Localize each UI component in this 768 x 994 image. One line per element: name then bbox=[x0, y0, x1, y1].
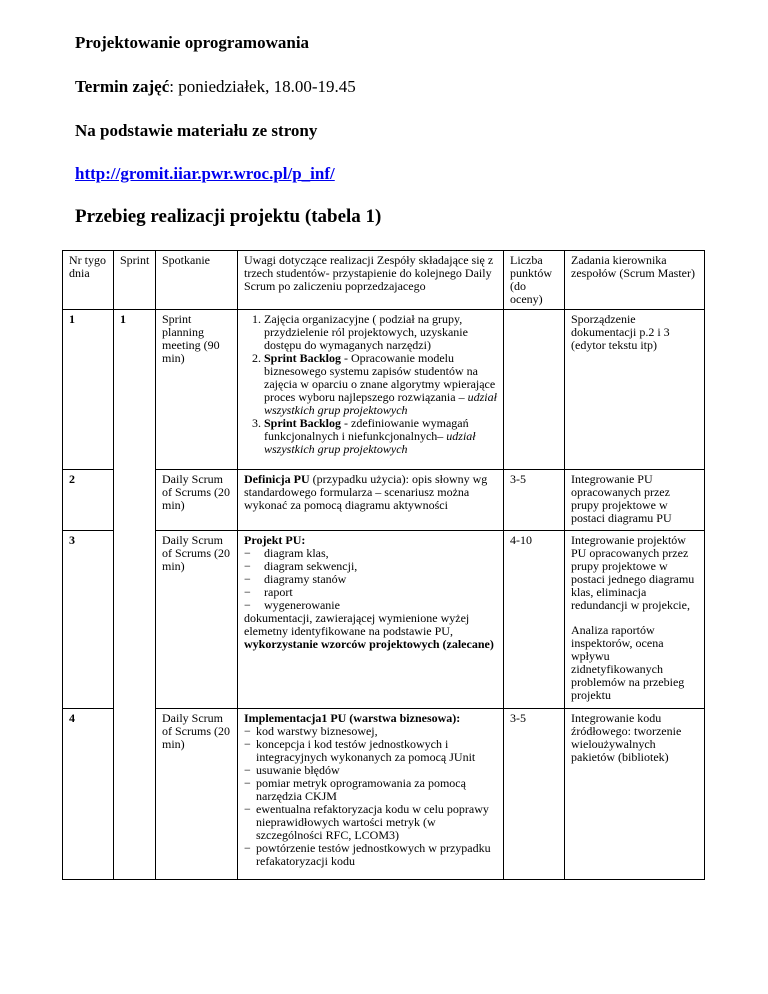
list-item: − raport bbox=[244, 586, 498, 599]
list-item: − diagram klas, bbox=[244, 547, 498, 560]
table-header-row bbox=[63, 251, 705, 310]
remarks-list bbox=[244, 725, 498, 868]
list-item: − diagram sekwencji, bbox=[244, 560, 498, 573]
meeting-cell: Sprint planning meeting (90 min) bbox=[156, 310, 238, 470]
list-item: − kod warstwy biznesowej, bbox=[244, 725, 498, 738]
list-item: 2. Sprint Backlog - Opracowanie modelu biznesowego systemu zapisów studentów na zajęcia w oparciu o znane algorytmy wpierające proces wyboru najlepszego rozwiązania – udział wszystkich grup projektowych bbox=[264, 352, 498, 417]
points-cell: 3-5 bbox=[504, 709, 565, 880]
meeting-cell: Daily Scrum of Scrums (20 min) bbox=[156, 531, 238, 709]
day-cell: 2 bbox=[63, 470, 114, 531]
header-points: Liczba punktów (do oceny) bbox=[504, 251, 565, 310]
header-sprint: Sprint bbox=[114, 251, 156, 310]
header-day: Nr tygo dnia bbox=[63, 251, 114, 310]
tasks-cell: Integrowanie PU opracowanych przez prupy projektowe w postaci diagramu PU bbox=[565, 470, 705, 531]
class-time bbox=[75, 77, 356, 97]
source-note: Na podstawie materiału ze strony bbox=[75, 121, 318, 140]
points-cell: 3-5 bbox=[504, 470, 565, 531]
day-cell: 4 bbox=[63, 709, 114, 880]
list-item: − powtórzenie testów jednostkowych w przypadku refakatoryzacji kodu bbox=[244, 842, 498, 868]
table-row bbox=[63, 470, 705, 531]
remarks-cell bbox=[238, 709, 504, 880]
document-title: Projektowanie oprogramowania bbox=[75, 33, 310, 52]
table-row bbox=[63, 531, 705, 709]
list-item: − koncepcja i kod testów jednostkowych i integracyjnych wykonanych za pomocą JUnit bbox=[244, 738, 498, 764]
remarks-cell bbox=[238, 310, 504, 470]
tasks-cell bbox=[565, 531, 705, 709]
points-cell: 4-10 bbox=[504, 531, 565, 709]
class-time-value: : poniedziałek, 18.00-19.45 bbox=[169, 77, 356, 96]
header-tasks: Zadania kierownika zespołów (Scrum Master) bbox=[565, 251, 705, 310]
tasks-text: Integrowanie projektów PU opracowanych przez prupy projektowe w postaci jednego diagramu klas, eliminacja redundancji w projekcie, bbox=[571, 533, 695, 612]
source-link[interactable]: http://gromit.iiar.pwr.wroc.pl/p_inf/ bbox=[75, 164, 335, 183]
tasks-cell: Integrowanie kodu źródłowego: tworzenie wieloużywalnych pakietów (bibliotek) bbox=[565, 709, 705, 880]
remarks-heading: Projekt PU: bbox=[244, 533, 306, 547]
tasks-cell: Sporządzenie dokumentacji p.2 i 3 (edytor tekstu itp) bbox=[565, 310, 705, 470]
sprint-cell: 1 bbox=[114, 310, 156, 880]
remarks-list bbox=[244, 313, 498, 456]
table-row bbox=[63, 709, 705, 880]
list-item: − wygenerowanie bbox=[244, 599, 498, 612]
section-title: Przebieg realizacji projektu (tabela 1) bbox=[75, 206, 382, 227]
remarks-cell: Definicja PU (przypadku użycia): opis słowny wg standardowego formularza – scenariusz można wykonać za pomocą diagramu aktywności bbox=[238, 470, 504, 531]
remarks-heading: Implementacja1 PU (warstwa biznesowa): bbox=[244, 711, 461, 725]
tasks-text: Analiza raportów inspektorów, ocena wpływu zidnetyfikowanych problemów na przebieg projektu bbox=[571, 623, 685, 702]
list-item: − ewentualna refaktoryzacja kodu w celu poprawy nieprawidłowych wartości metryk (w szczególności RFC, LCOM3) bbox=[244, 803, 498, 842]
table-row bbox=[63, 310, 705, 470]
project-schedule-table bbox=[62, 250, 705, 880]
meeting-cell: Daily Scrum of Scrums (20 min) bbox=[156, 470, 238, 531]
list-item: − usuwanie błędów bbox=[244, 764, 498, 777]
list-item: 1. Zajęcia organizacyjne ( podział na grupy, przydzielenie ról projektowych, uzyskanie dostępu do wymaganych narzędzi) bbox=[264, 313, 498, 352]
header-meeting: Spotkanie bbox=[156, 251, 238, 310]
list-item: − pomiar metryk oprogramowania za pomocą narzędzia CKJM bbox=[244, 777, 498, 803]
remarks-list bbox=[244, 547, 498, 612]
header-remarks: Uwagi dotyczące realizacji Zespóły składające się z trzech studentów- przystapienie do kolejnego Daily Scrum po zaliczeniu poprzedzajacego bbox=[238, 251, 504, 310]
day-cell: 1 bbox=[63, 310, 114, 470]
points-cell bbox=[504, 310, 565, 470]
list-item: − diagramy stanów bbox=[244, 573, 498, 586]
remarks-cell: Projekt PU: − diagram klas, − diagram sekwencji, − diagramy stanów − raport − wygenerowanie dokumentacji, zawierającej wymienione wyżej elemetny identyfikowane na podstawie PU, wykorzystanie wzorców projektowych (zalecane) bbox=[238, 531, 504, 709]
meeting-cell: Daily Scrum of Scrums (20 min) bbox=[156, 709, 238, 880]
list-item: 3. Sprint Backlog - zdefiniowanie wymagań funkcjonalnych i niefunkcjonalnych– udział wszystkich grup projektowych bbox=[264, 417, 498, 456]
class-time-label: Termin zajęć bbox=[75, 77, 170, 96]
day-cell: 3 bbox=[63, 531, 114, 709]
